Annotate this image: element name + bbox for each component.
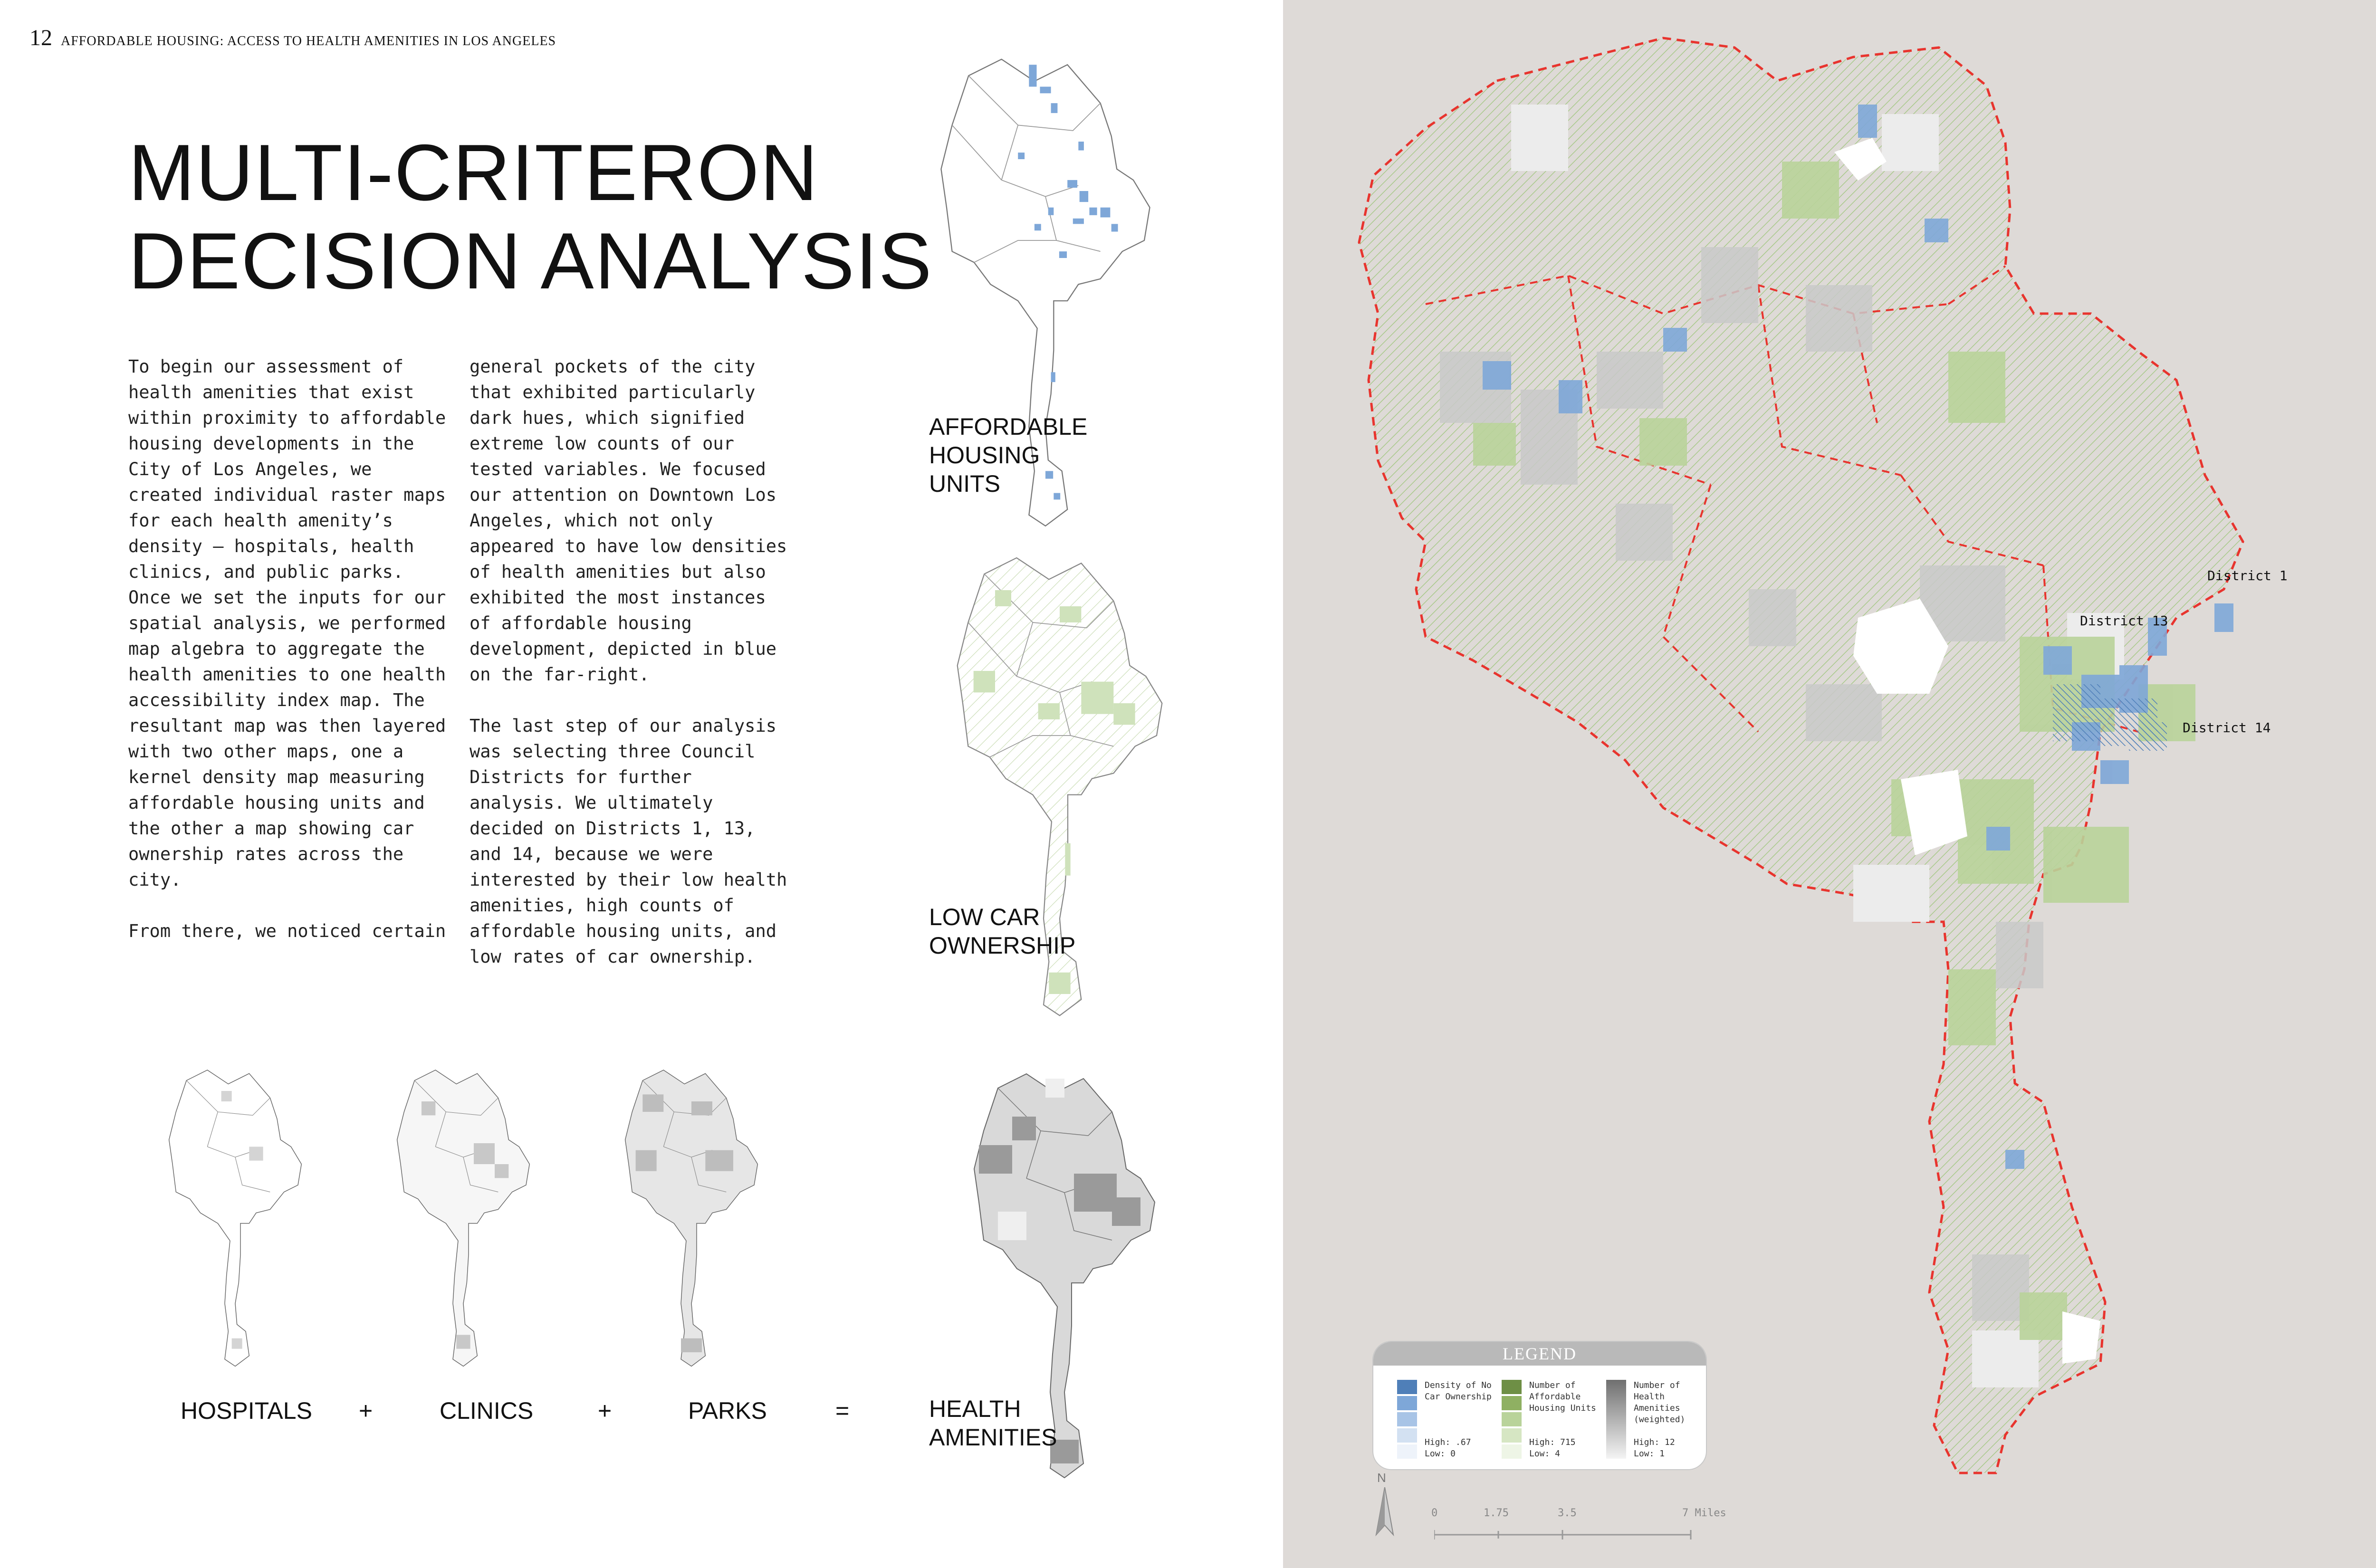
plus-sign: + xyxy=(359,1397,373,1424)
composite-map xyxy=(1331,19,2376,1492)
legend-car-label: Density of No Car Ownership xyxy=(1425,1380,1492,1402)
north-label: N xyxy=(1377,1471,1386,1485)
health-amenities-label: HEALTH AMENITIES xyxy=(929,1396,1057,1451)
title-line-1: MULTI-CRITERON xyxy=(128,128,819,217)
legend-housing-low: Low: 4 xyxy=(1529,1449,1561,1459)
affordable-housing-label: AFFORDABLE HOUSING UNITS xyxy=(929,413,1088,497)
body-column-2 xyxy=(469,354,793,995)
district-13-label: District 13 xyxy=(2080,613,2168,629)
parks-map xyxy=(584,1060,798,1373)
body-paragraph: From there, we noticed certain xyxy=(128,921,446,941)
map-legend xyxy=(1372,1341,1707,1470)
clinics-map xyxy=(356,1060,570,1373)
title-line-2: DECISION ANALYSIS xyxy=(128,216,933,306)
legend-health-high: High: 12 xyxy=(1634,1437,1675,1447)
legend-swatch xyxy=(1502,1380,1522,1394)
equals-sign: = xyxy=(835,1397,850,1424)
legend-swatch xyxy=(1397,1380,1417,1394)
hospitals-label: HOSPITALS xyxy=(181,1397,312,1424)
scale-tick-3: 7 Miles xyxy=(1682,1507,1726,1519)
legend-swatch xyxy=(1502,1412,1522,1426)
district-14-label: District 14 xyxy=(2183,720,2271,736)
right-page xyxy=(1283,0,2376,1568)
page-header xyxy=(29,25,556,51)
legend-health-low: Low: 1 xyxy=(1634,1449,1665,1459)
legend-swatch xyxy=(1397,1428,1417,1443)
legend-car-low: Low: 0 xyxy=(1425,1449,1456,1459)
scale-tick-1: 1.75 xyxy=(1484,1507,1509,1519)
body-paragraph: To begin our assessment of health amenities that exist within proximity to affordable housing developments in the City of Los Angeles, we created individual raster maps for each health amenity’s density – hospitals, health clinics, and public parks. Once we set the inputs for our spatial analysis, we performed map algebra to aggregate the health amenities to one health accessibility index map. The resultant map was then layered with two other maps, one a kernel density map measuring affordable housing units and the other a map showing car ownership rates across the city. xyxy=(128,356,446,890)
legend-car-high: High: .67 xyxy=(1425,1437,1471,1447)
scale-tick-2: 3.5 xyxy=(1558,1507,1577,1519)
low-car-ownership-label: LOW CAR OWNERSHIP xyxy=(929,904,1076,959)
body-column-1 xyxy=(128,354,451,970)
legend-swatch xyxy=(1502,1428,1522,1443)
legend-swatch xyxy=(1397,1412,1417,1426)
page-number: 12 xyxy=(29,25,52,50)
north-arrow-icon xyxy=(1375,1487,1394,1539)
legend-health-label: Number of Health Amenities (weighted) xyxy=(1634,1380,1686,1425)
legend-title: LEGEND xyxy=(1373,1342,1706,1366)
district-1-label: District 1 xyxy=(2207,568,2288,583)
parks-label: PARKS xyxy=(688,1397,767,1424)
plus-sign: + xyxy=(598,1397,612,1424)
legend-housing-label: Number of Affordable Housing Units xyxy=(1529,1380,1596,1413)
legend-swatch xyxy=(1397,1444,1417,1459)
scale-tick-0: 0 xyxy=(1431,1507,1438,1519)
hospitals-map xyxy=(128,1060,342,1373)
clinics-label: CLINICS xyxy=(440,1397,534,1424)
legend-swatch xyxy=(1502,1396,1522,1410)
legend-swatch xyxy=(1397,1396,1417,1410)
legend-swatch xyxy=(1502,1444,1522,1459)
body-paragraph: general pockets of the city that exhibited particularly dark hues, which signified extreme low counts of our tested variables. We focused our attention on Downtown Los Angeles, which not only appeared to have low densities of health amenities but also exhibited the most instances of affordable housing development, depicted in blue on the far-right. xyxy=(469,356,787,685)
running-title: AFFORDABLE HOUSING: ACCESS TO HEALTH AMENITIES IN LOS ANGELES xyxy=(61,34,556,48)
body-paragraph: The last step of our analysis was selecting three Council Districts for further analysis. We ultimately decided on Districts 1, 13, and 14, because we were interested by their low health amenities, high counts of affordable housing units, and low rates of car ownership. xyxy=(469,716,787,967)
legend-gradient xyxy=(1606,1380,1626,1459)
page-title xyxy=(128,128,933,305)
legend-housing-high: High: 715 xyxy=(1529,1437,1576,1447)
